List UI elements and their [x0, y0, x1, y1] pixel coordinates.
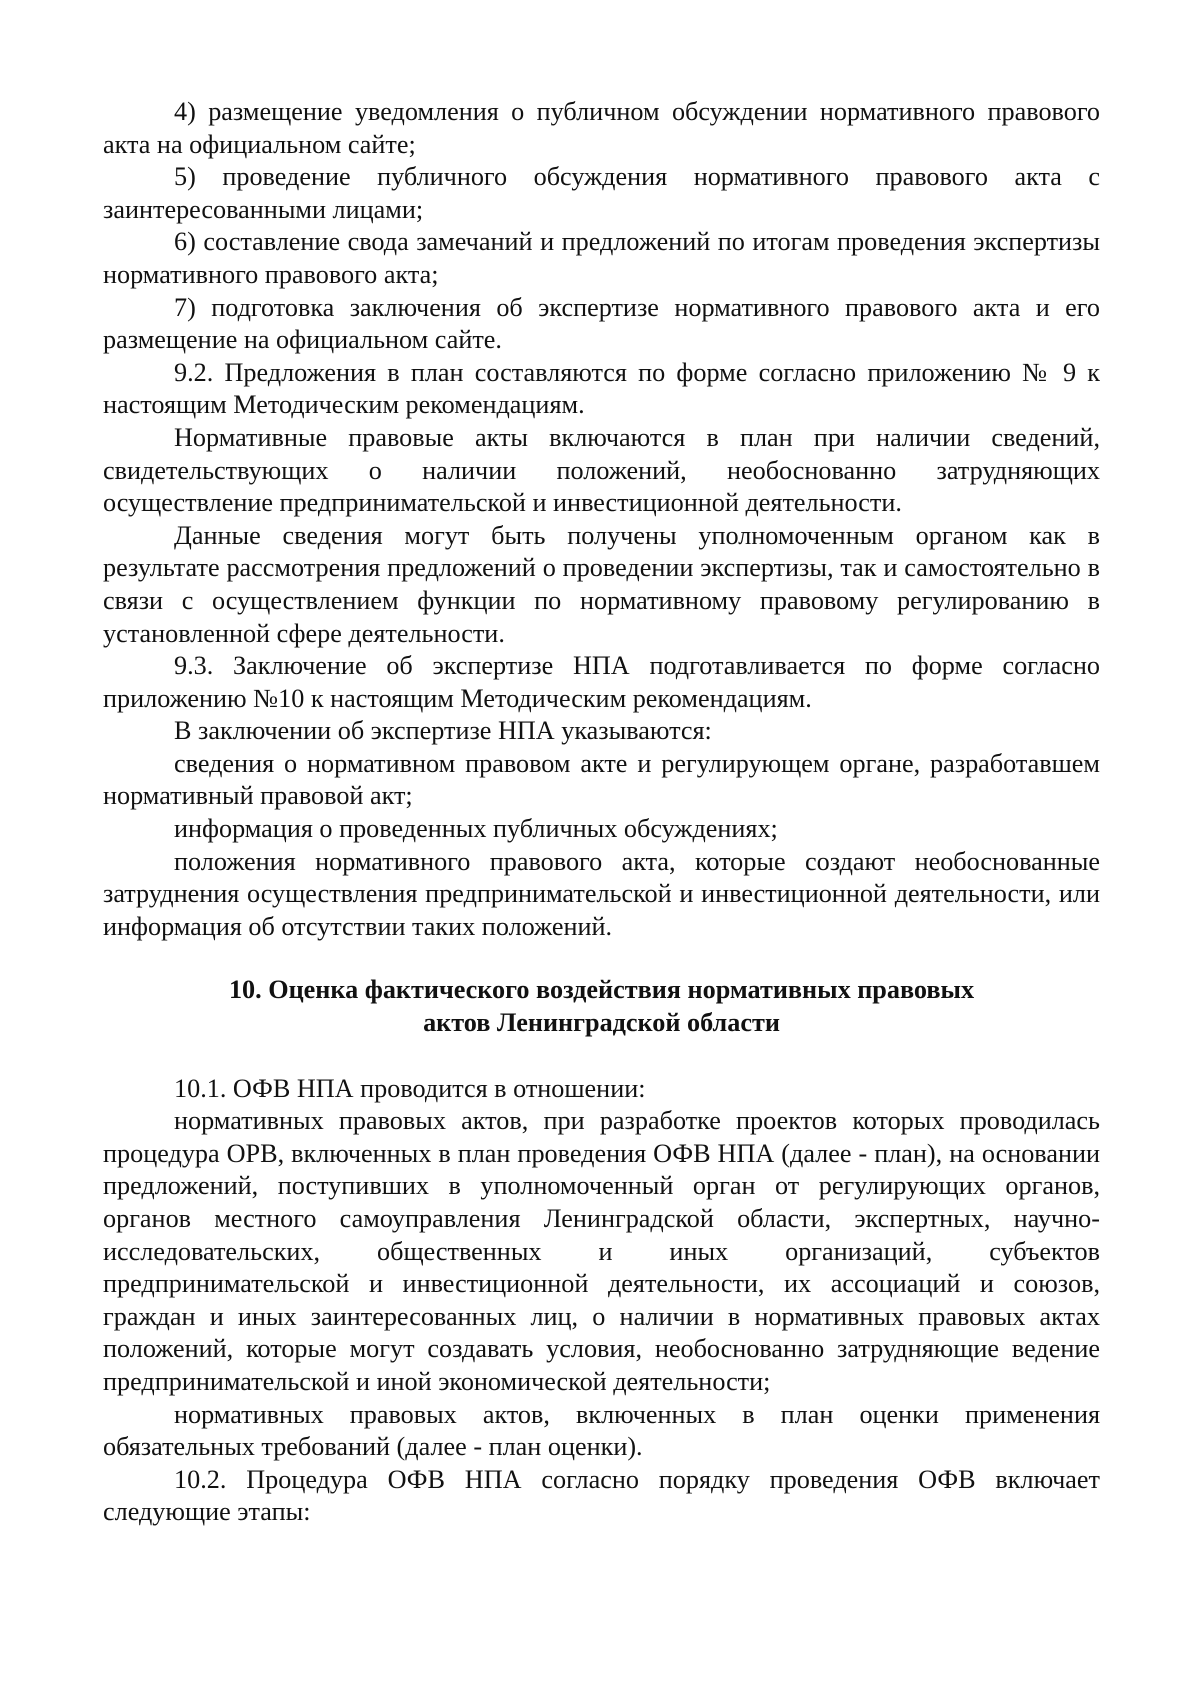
paragraph-data-sources: Данные сведения могут быть получены уполномоченным органом как в результате рассмотрения предложений о проведении экспертизы, так и самостоятельно в связи с осуществлением функции по нормативному правовому регулированию в установленной сфере деятельности.	[103, 520, 1100, 648]
paragraph-item-4: 4) размещение уведомления о публичном обсуждении нормативного правового акта на официальном сайте;	[103, 97, 1100, 159]
section-heading	[103, 974, 1100, 1039]
paragraph-public-discussions: информация о проведенных публичных обсуждениях;	[174, 814, 778, 844]
paragraph-plan-inclusion: Нормативные правовые акты включаются в план при наличии сведений, свидетельствующих о наличии положений, необоснованно затрудняющих осуществление предпринимательской и инвестиционной деятельности.	[103, 422, 1100, 518]
paragraph-act-info: сведения о нормативном правовом акте и регулирующем органе, разработавшем нормативный правовой акт;	[103, 748, 1100, 811]
document-page	[103, 96, 1100, 1529]
paragraph-orv-acts: нормативных правовых актов, при разработке проектов которых проводилась процедура ОРВ, включенных в план проведения ОФВ НПА (далее - план), на основании предложений, поступивших в уполномоченный орган от регулирующих органов, органов местного самоуправления Ленинградской области, экспертных, научно-исследовательских, общественных и иных организаций, субъектов предпринимательской и инвестиционной деятельности, их ассоциаций и союзов, граждан и иных заинтересованных лиц, о наличии в нормативных правовых актах положений, которые могут создавать условия, необоснованно затрудняющие ведение предпринимательской и иной экономической деятельности;	[103, 1106, 1100, 1396]
section-heading-line-1: 10. Оценка фактического воздействия нормативных правовых	[228, 975, 975, 1005]
paragraph-provisions: положения нормативного правового акта, которые создают необоснованные затруднения осуществления предпринимательской и инвестиционной деятельности, или информация об отсутствии таких положений.	[103, 846, 1100, 941]
paragraph-10-1: 10.1. ОФВ НПА проводится в отношении:	[174, 1073, 646, 1103]
paragraph-9-3: 9.3. Заключение об экспертизе НПА подготавливается по форме согласно приложению №10 к настоящим Методическим рекомендациям.	[103, 651, 1100, 713]
paragraph-10-2: 10.2. Процедура ОФВ НПА согласно порядку проведения ОФВ включает следующие этапы:	[103, 1464, 1100, 1527]
paragraph-conclusion-contents: В заключении об экспертизе НПА указываются:	[174, 716, 712, 746]
paragraph-item-6: 6) составление свода замечаний и предложений по итогам проведения экспертизы нормативного правового акта;	[103, 227, 1100, 289]
paragraph-requirements-acts: нормативных правовых актов, включенных в план оценки применения обязательных требований (далее - план оценки).	[103, 1399, 1100, 1462]
section-heading-line-2: актов Ленинградской области	[423, 1008, 780, 1038]
paragraph-9-2: 9.2. Предложения в план составляются по форме согласно приложению № 9 к настоящим Методическим рекомендациям.	[103, 357, 1100, 420]
paragraph-item-7: 7) подготовка заключения об экспертизе нормативного правового акта и его размещение на официальном сайте.	[103, 292, 1100, 355]
paragraph-item-5: 5) проведение публичного обсуждения нормативного правового акта с заинтересованными лицами;	[103, 162, 1100, 224]
